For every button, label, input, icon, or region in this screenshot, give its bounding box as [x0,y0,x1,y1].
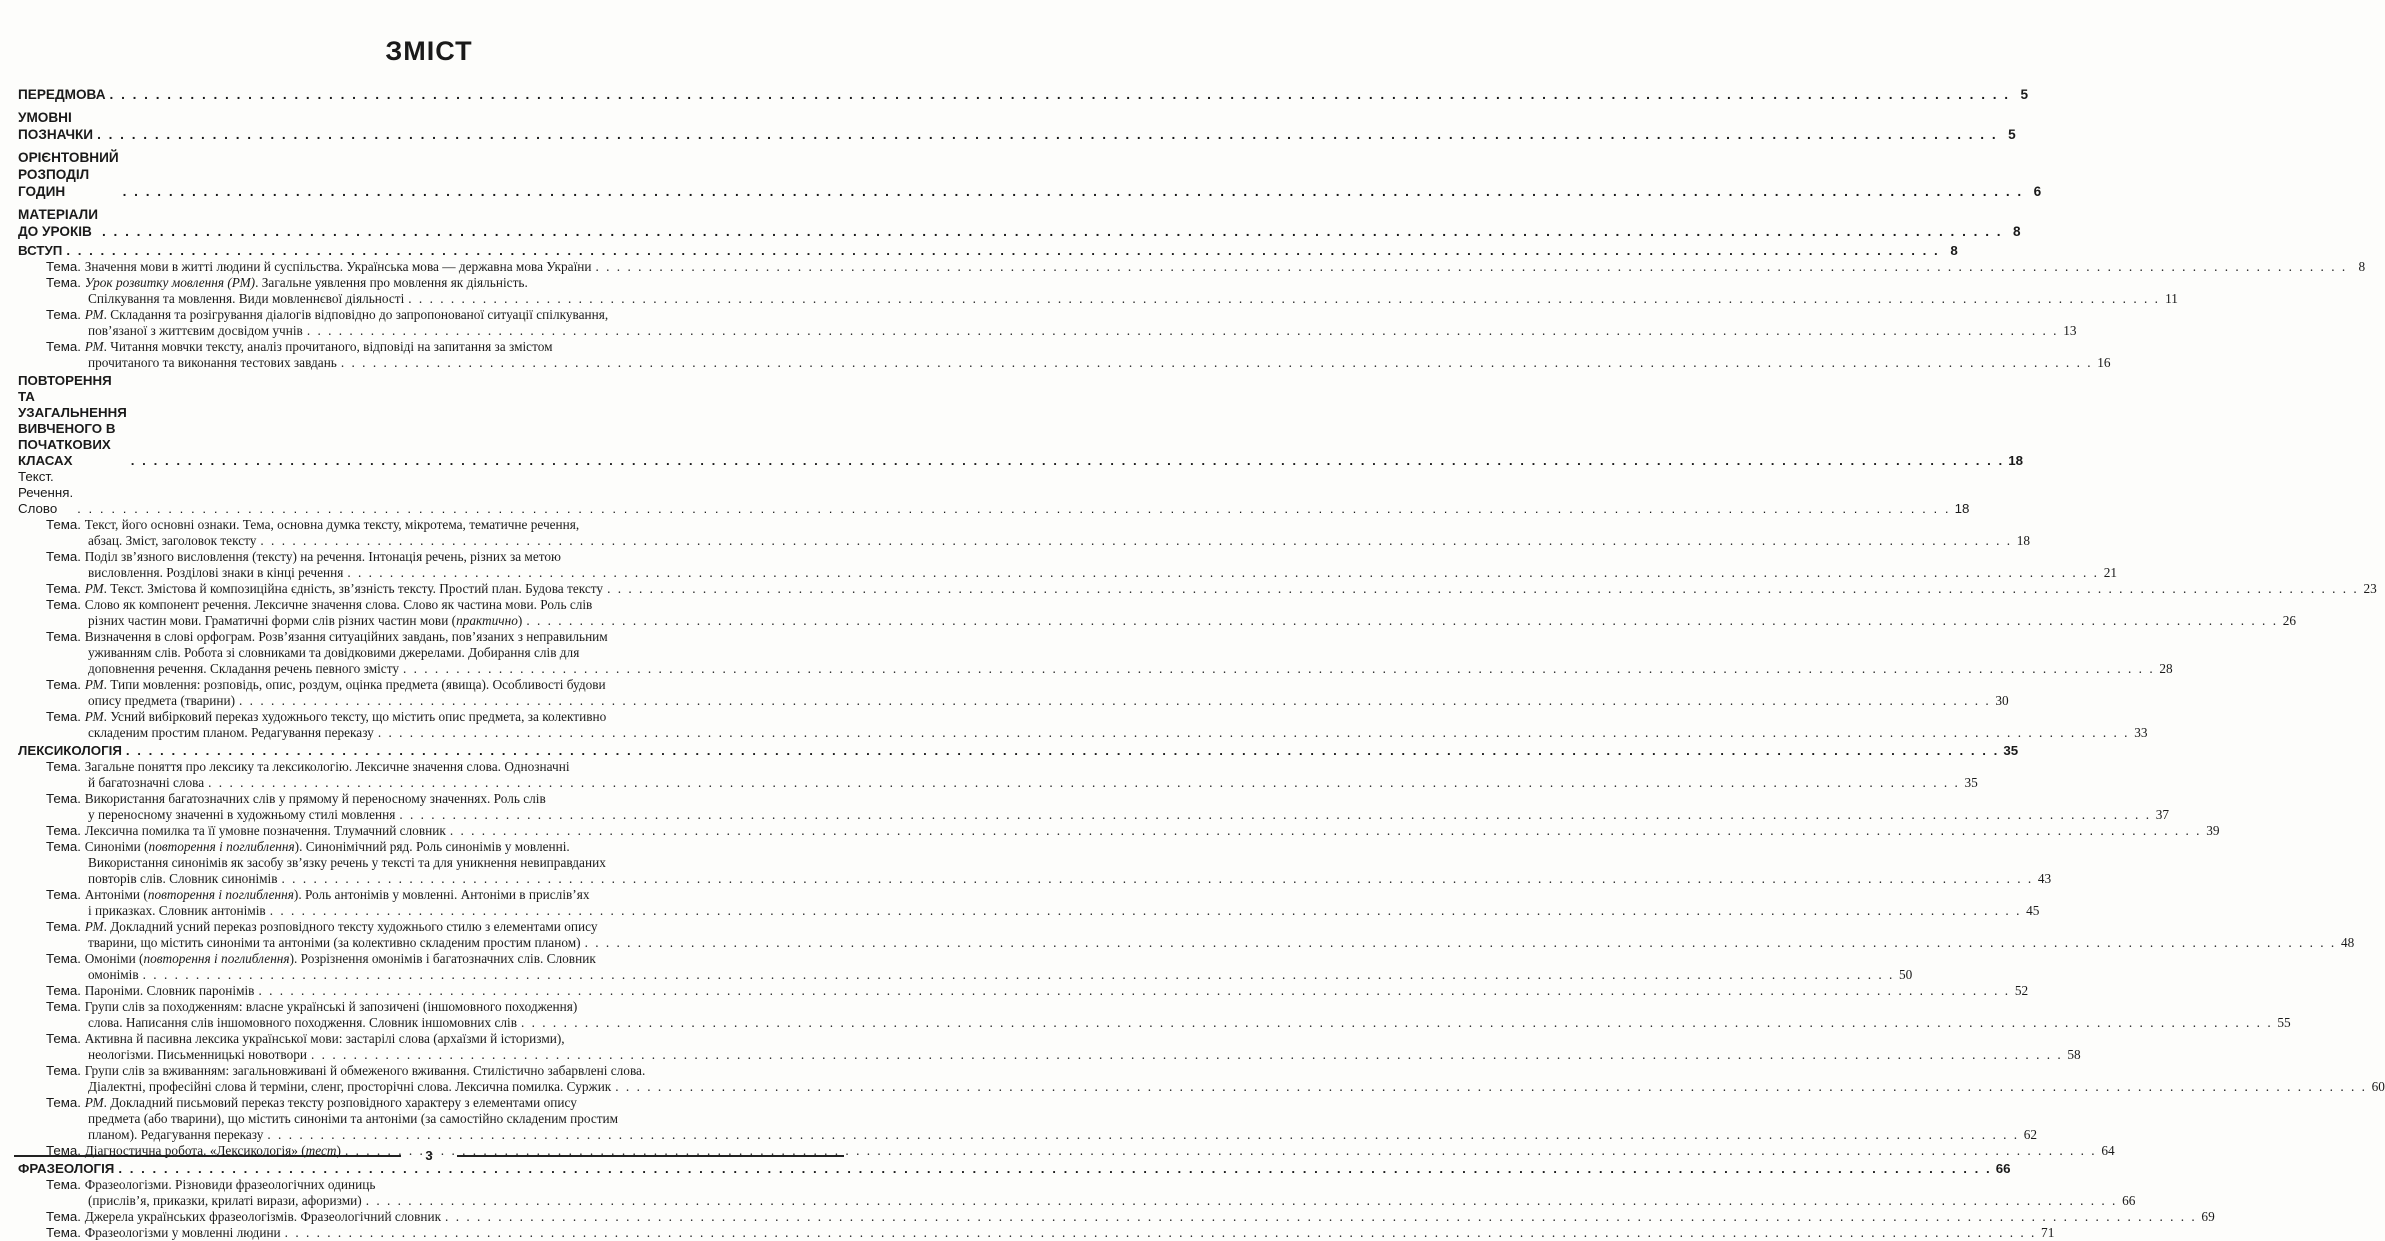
toc-topic-line [46,871,2051,887]
dot-leader [66,243,1939,259]
toc-topic-text [46,887,2039,919]
toc-page-number: 8 [1950,243,1958,258]
toc-page-number: 13 [2063,323,2077,338]
dot-leader [123,183,2024,200]
dot-leader [341,355,2093,371]
toc-topic-label: Тема. [46,823,85,838]
toc-topic-line [46,1127,2037,1143]
toc-topic-label: Тема. [46,581,85,596]
toc-topic-line-text: Загальне поняття про лексику та лексикологію. Лексичне значення слова. Однозначні [84,759,570,774]
toc-topic-text [46,517,2030,549]
toc-topic-label: Тема. [46,1031,85,1046]
toc-topic-line-text: Пароніми. Словник паронімів [84,983,255,998]
toc-topic-line-text: РМ. Типи мовлення: розповідь, опис, роздум, оцінка предмета (явища). Особливості будови [84,677,606,692]
toc-topic-text [46,1177,2135,1209]
toc-topic-line-text: складеним простим планом. Редагування переказу [88,725,374,740]
toc-topic-line [46,887,2039,903]
toc-topic-label: Тема. [46,839,85,854]
toc-topic-line [46,999,2291,1015]
toc-topic-line-text: Фразеологізми у мовленні людини [84,1225,281,1240]
toc-topic-text [46,275,2178,307]
toc-page-number: 39 [2206,823,2220,838]
toc-topic-entry[interactable] [18,951,1913,983]
toc-topic-label: Тема. [46,517,85,532]
dot-leader [408,291,2160,307]
toc-topic-text [46,549,2117,581]
toc-topic-line-text: уживанням слів. Робота зі словниками та довідковими джерелами. Добирання слів для [88,645,580,660]
dot-leader [102,223,2003,240]
toc-topic-label: Тема. [46,1225,85,1240]
toc-page-number: 66 [2122,1193,2136,1208]
toc-section-entry[interactable] [18,86,2029,103]
toc-topic-label: Тема. [46,259,85,274]
toc-topic-entry[interactable] [18,919,2355,951]
footer-rule-right [457,1155,844,1157]
toc-topic-line-text: Групи слів за походженням: власне українські й запозичені (іншомовного походження) [84,999,578,1014]
toc-topic-line-text: висловлення. Розділові знаки в кінці речення [88,565,344,580]
toc-page-number: 18 [2008,453,2024,468]
toc-topic-line [46,903,2039,919]
toc-topic-entry[interactable] [18,759,1978,791]
toc-topic-line-text: пов’язаної з життєвим досвідом учнів [88,323,303,338]
toc-topic-label: Тема. [46,339,85,354]
toc-topic-text [46,983,2028,999]
toc-topic-entry[interactable] [18,1095,2038,1143]
toc-topic-line-text: Активна й пасивна лексика української мови: застарілі слова (архаїзми й історизми), [84,1031,565,1046]
toc-topic-line-text: опису предмета (тварини) [88,693,236,708]
toc-page-number: 18 [2016,533,2031,548]
toc-topic-entry[interactable] [18,259,2366,275]
toc-topic-label: Тема. [46,887,85,902]
toc-topic-text [46,1225,2054,1241]
toc-topic-label: Тема. [46,999,85,1014]
toc-page-number: 26 [2282,613,2297,628]
toc-topic-entry[interactable] [18,983,2029,999]
toc-page-number: 5 [2008,127,2016,142]
toc-topic-line [46,629,2173,645]
toc-topic-line-text: Урок розвитку мовлення (РМ). Загальне уявлення про мовлення як діяльність. [84,275,528,290]
toc-topic-line [46,725,2148,741]
toc-topic-entry[interactable] [18,999,2291,1031]
toc-topic-line-text: прочитаного та виконання тестових завдань [88,355,337,370]
toc-topic-line [46,613,2296,629]
toc-topic-line [46,517,2030,533]
toc-topic-text [46,823,2219,839]
toc-topic-line-text: Фразеологізми. Різновиди фразеологічних одиниць [84,1177,376,1192]
toc-topic-line [46,759,1978,775]
toc-topic-line-text: РМ. Усний вибірковий переказ художнього тексту, що містить опис предмета, за колективно [84,709,607,724]
toc-topic-line-text: у переносному значенні в художньому стилі мовлення [88,807,396,822]
dot-leader [239,693,1991,709]
toc-page-number: 35 [2003,743,2019,758]
dot-leader [110,86,2011,103]
toc-topic-label: Тема. [46,549,85,564]
toc-topic-label: Тема. [46,307,85,322]
toc-topic-line [46,355,2111,371]
toc-page-number: 58 [2067,1047,2081,1062]
toc-topic-line-text: Групи слів за вживанням: загальновживані й обмеженого вживання. Стилістично забарвлені слова. [84,1063,646,1078]
toc-topic-line [46,839,2051,855]
toc-topic-line-text: Антоніми (повторення і поглиблення). Роль антонімів у мовленні. Антоніми в прислів’ях [84,887,590,902]
toc-topic-entry[interactable] [18,275,2178,307]
toc-topic-line [46,1031,2081,1047]
toc-topic-line-text: Текст, його основні ознаки. Тема, основна думка тексту, мікротема, тематичне речення, [84,517,580,532]
toc-page-number: 6 [2033,184,2042,199]
toc-topic-line-text: Використання багатозначних слів у прямому й переносному значеннях. Роль слів [84,791,546,806]
toc-topic-line [46,1063,2385,1079]
toc-topic-entry[interactable] [18,791,2170,823]
dot-leader [258,983,2010,999]
toc-topic-line-text: планом). Редагування переказу [88,1127,264,1142]
toc-topic-entry[interactable] [18,839,2052,887]
dot-leader [366,1193,2118,1209]
toc-topic-label: Тема. [46,275,85,290]
toc-topic-line [46,967,1912,983]
dot-leader [118,1161,1991,1177]
toc-topic-line [46,581,2377,597]
toc-page-number: 66 [1995,1161,2011,1176]
toc-topic-label: Тема. [46,951,85,966]
dot-leader [526,613,2278,629]
dot-leader [126,743,1999,759]
toc-section-title: ФРАЗЕОЛОГІЯ [18,1161,115,1176]
toc-section-entry[interactable] [18,243,1958,259]
toc-section-title: ВСТУП [18,243,63,258]
toc-topic-text [46,581,2377,597]
toc-topic-text [46,259,2365,275]
dot-leader [307,323,2059,339]
toc-page-number: 5 [2020,87,2029,102]
toc-section-title: ПЕРЕДМОВА [18,87,106,102]
toc-section-entry[interactable] [18,373,2024,469]
toc-page-number: 43 [2037,871,2052,886]
toc-topic-label: Тема. [46,759,85,774]
toc-topic-line [46,677,2009,693]
dot-leader [399,807,2151,823]
toc-page-number: 45 [2026,903,2040,918]
toc-section-entry[interactable] [18,206,2021,240]
toc-page-number: 48 [2340,935,2355,950]
toc-topic-entry[interactable] [18,677,2009,709]
toc-topic-line-text: Лексична помилка та її умовне позначення. Тлумачний словник [84,823,446,838]
toc-topic-entry[interactable] [18,339,2111,371]
toc-topic-line [46,549,2117,565]
toc-topic-line-text: Слово як компонент речення. Лексичне значення слова. Слово як частина мови. Роль слів [84,597,593,612]
toc-page-number: 16 [2097,355,2111,370]
toc-topic-line-text: Діагностична робота. «Лексикологія» (тест) [84,1143,341,1158]
toc-topic-line [46,951,1912,967]
toc-page-number: 71 [2041,1225,2055,1240]
toc-topic-line [46,259,2365,275]
toc-topic-entry[interactable] [18,709,2148,741]
page-title: ЗМІСТ [385,36,473,66]
toc-topic-entry[interactable] [18,629,2173,677]
toc-topic-entry[interactable] [18,597,2297,629]
toc-topic-text [46,339,2111,371]
toc-topic-line-text: Визначення в слові орфограм. Розв’язання ситуаційних завдань, пов’язаних з неправильним [84,629,608,644]
toc-topic-line-text: Діалектні, професійні слова й терміни, сленг, просторічні слова. Лексична помилка. Суржик [88,1079,612,1094]
dot-leader [403,661,2155,677]
toc-topic-line [46,1079,2385,1095]
toc-page-number: 35 [1964,775,1978,790]
toc-topic-line [46,339,2111,355]
toc-page-number: 37 [2155,807,2170,822]
dot-leader [450,823,2202,839]
toc-section-entry[interactable] [18,1161,2011,1177]
toc-topic-entry[interactable] [18,887,2040,919]
dot-leader [378,725,2130,741]
toc-topic-text [46,951,1912,983]
toc-topic-line-text: абзац. Зміст, заголовок тексту [88,533,257,548]
toc-topic-text [46,1063,2385,1095]
toc-topic-line [46,935,2354,951]
toc-topic-label: Тема. [46,983,85,998]
toc-topic-line [46,1193,2135,1209]
toc-topic-entry[interactable] [18,517,2031,549]
page-number: 3 [425,1148,433,1163]
toc-page-number: 23 [2363,581,2377,596]
toc-topic-label: Тема. [46,1063,85,1078]
toc-topic-line-text: повторів слів. Словник синонімів [88,871,278,886]
toc-topic-line-text: різних частин мови. Граматичні форми слів різних частин мови (практично) [88,613,523,628]
dot-leader [97,126,1998,143]
dot-leader [208,775,1960,791]
toc-topic-entry[interactable] [18,549,2117,581]
dot-leader [143,967,1895,983]
toc-section-title: Текст. Речення. Слово [18,469,74,516]
table-of-contents [18,80,2385,1241]
toc-topic-text [46,1209,2215,1225]
toc-topic-line [46,533,2030,549]
toc-topic-line [46,1111,2037,1127]
toc-topic-line [46,661,2173,677]
toc-topic-text [46,839,2051,887]
toc-topic-label: Тема. [46,629,85,644]
toc-topic-entry[interactable] [18,1225,2055,1241]
toc-topic-line-text: Омоніми (повторення і поглиблення). Розрізнення омонімів і багатозначних слів. Словник [84,951,596,966]
dot-leader [347,565,2099,581]
toc-topic-text [46,1095,2037,1143]
toc-page-number: 62 [2023,1127,2038,1142]
toc-topic-text [46,919,2354,951]
toc-topic-entry[interactable] [18,1209,2215,1225]
toc-section-entry[interactable] [18,109,2016,143]
toc-topic-line-text: й багатозначні слова [88,775,205,790]
toc-topic-line-text: і приказках. Словник антонімів [88,903,266,918]
toc-topic-label: Тема. [46,919,85,934]
toc-topic-label: Тема. [46,791,85,806]
dot-leader [521,1015,2273,1031]
toc-page-number: 8 [2012,224,2021,239]
toc-topic-line [46,275,2178,291]
toc-topic-text [46,677,2009,709]
toc-section-entry[interactable] [18,743,2019,759]
toc-topic-line [46,1095,2037,1111]
toc-section-entry[interactable] [18,469,1970,517]
toc-topic-label: Тема. [46,1209,85,1224]
toc-topic-label: Тема. [46,1143,85,1158]
dot-leader [445,1209,2197,1225]
toc-topic-line [46,807,2169,823]
toc-topic-label: Тема. [46,1095,85,1110]
toc-page-number: 50 [1899,967,1913,982]
toc-topic-entry[interactable] [18,1063,2385,1095]
toc-topic-line-text: Спілкування та мовлення. Види мовленнєвої діяльності [88,291,405,306]
toc-page-number: 8 [2358,259,2366,274]
toc-topic-text [46,791,2169,823]
toc-topic-line [46,565,2117,581]
toc-topic-entry[interactable] [18,581,2377,597]
toc-topic-label: Тема. [46,597,85,612]
toc-topic-line [46,709,2148,725]
toc-page-number: 11 [2165,291,2178,306]
toc-topic-label: Тема. [46,709,85,724]
toc-topic-line-text: РМ. Текст. Змістова й композиційна єдність, зв’язність тексту. Простий план. Будова тексту [84,581,604,596]
dot-leader [267,1127,2019,1143]
toc-topic-line-text: тварини, що містить синоніми та антоніми (за колективно складеним простим планом) [88,935,581,950]
toc-topic-line [46,323,2076,339]
toc-topic-text [46,307,2076,339]
toc-page-number: 55 [2277,1015,2291,1030]
toc-topic-line [46,1225,2054,1241]
toc-topic-line-text: неологізми. Письменницькі новотвори [88,1047,308,1062]
toc-topic-line [46,1209,2215,1225]
toc-section-title: ОРІЄНТОВНИЙ РОЗПОДІЛ ГОДИН [18,150,119,199]
toc-topic-text [46,759,1978,791]
dot-leader [270,903,2022,919]
toc-topic-line [46,775,1978,791]
dot-leader [596,259,2348,275]
toc-topic-line [46,693,2009,709]
toc-topic-line [46,983,2028,999]
toc-topic-line [46,855,2051,871]
toc-topic-line [46,1047,2081,1063]
toc-topic-text [46,709,2148,741]
toc-section-entry[interactable] [18,149,2042,200]
toc-topic-entry[interactable] [18,823,2220,839]
toc-topic-line-text: РМ. Складання та розігрування діалогів відповідно до запропонованої ситуації спілкування, [84,307,609,322]
dot-leader [282,871,2034,887]
toc-topic-text [46,1031,2081,1063]
dot-leader [311,1047,2063,1063]
toc-topic-line-text: РМ. Докладний письмовий переказ тексту розповідного характеру з елементами опису [84,1095,577,1110]
toc-topic-entry[interactable] [18,1177,2136,1209]
toc-topic-line-text: Поділ зв’язного висловлення (тексту) на речення. Інтонація речень, різних за метою [84,549,561,564]
dot-leader [585,935,2337,951]
toc-topic-line [46,791,2169,807]
toc-topic-line-text: омонімів [88,967,139,982]
footer-rule-left [14,1155,401,1157]
toc-page-number: 64 [2101,1143,2115,1158]
page-footer [0,1148,858,1163]
toc-topic-line-text: доповнення речення. Складання речень певного змісту [88,661,399,676]
toc-topic-line-text: РМ. Читання мовчки тексту, аналіз прочитаного, відповіді на запитання за змістом [84,339,553,354]
toc-page-number: 21 [2103,565,2117,580]
toc-page-number: 28 [2159,661,2173,676]
toc-topic-text [46,999,2291,1031]
toc-topic-line-text: (прислів’я, приказки, крилаті вирази, афоризми) [88,1193,362,1208]
toc-topic-line-text: Синоніми (повторення і поглиблення). Синонімічний ряд. Роль синонімів у мовленні. [84,839,570,854]
toc-topic-line-text: РМ. Докладний усний переказ розповідного тексту художнього стилю з елементами опису [84,919,598,934]
toc-topic-label: Тема. [46,1177,85,1192]
toc-topic-line [46,1177,2135,1193]
toc-section-title: ПОВТОРЕННЯ ТА УЗАГАЛЬНЕННЯ ВИВЧЕНОГО В ПОЧАТКОВИХ КЛАСАХ [18,373,127,468]
dot-leader [260,533,2012,549]
toc-topic-line [46,291,2178,307]
toc-page-number: 52 [2014,983,2029,998]
toc-page-number: 30 [1995,693,2009,708]
toc-topic-line [46,307,2076,323]
toc-topic-line-text: предмета (або тварини), що містить синоніми та антоніми (за самостійно складеним простим [88,1111,619,1126]
toc-section-title: МАТЕРІАЛИ ДО УРОКІВ [18,207,98,239]
toc-topic-line [46,597,2296,613]
toc-page-number: 69 [2201,1209,2215,1224]
dot-leader [615,1079,2367,1095]
toc-topic-line-text: Значення мови в житті людини й суспільства. Українська мова — державна мова України [84,259,592,274]
toc-topic-line [46,919,2354,935]
toc-topic-line-text: Джерела українських фразеологізмів. Фразеологічний словник [84,1209,442,1224]
dot-leader [285,1225,2037,1241]
dot-leader [131,453,2004,469]
toc-section-title: ЛЕКСИКОЛОГІЯ [18,743,122,758]
toc-topic-line-text: Використання синонімів як засобу зв’язку речень у тексті та для уникнення невиправданих [88,855,606,870]
toc-topic-line [46,823,2219,839]
toc-topic-text [46,629,2173,677]
toc-page-number: 18 [1954,501,1970,516]
toc-topic-line [46,1015,2291,1031]
toc-topic-line-text: слова. Написання слів іншомовного походження. Словник іншомовних слів [88,1015,517,1030]
toc-topic-line [46,645,2173,661]
toc-topic-text [46,597,2296,629]
toc-page-number: 60 [2371,1079,2385,1094]
toc-topic-entry[interactable] [18,1031,2081,1063]
dot-leader [607,581,2359,597]
toc-section-title: УМОВНІ ПОЗНАЧКИ [18,110,94,142]
toc-topic-label: Тема. [46,677,85,692]
toc-topic-entry[interactable] [18,307,2077,339]
toc-page-number: 33 [2134,725,2148,740]
dot-leader [77,501,1950,517]
